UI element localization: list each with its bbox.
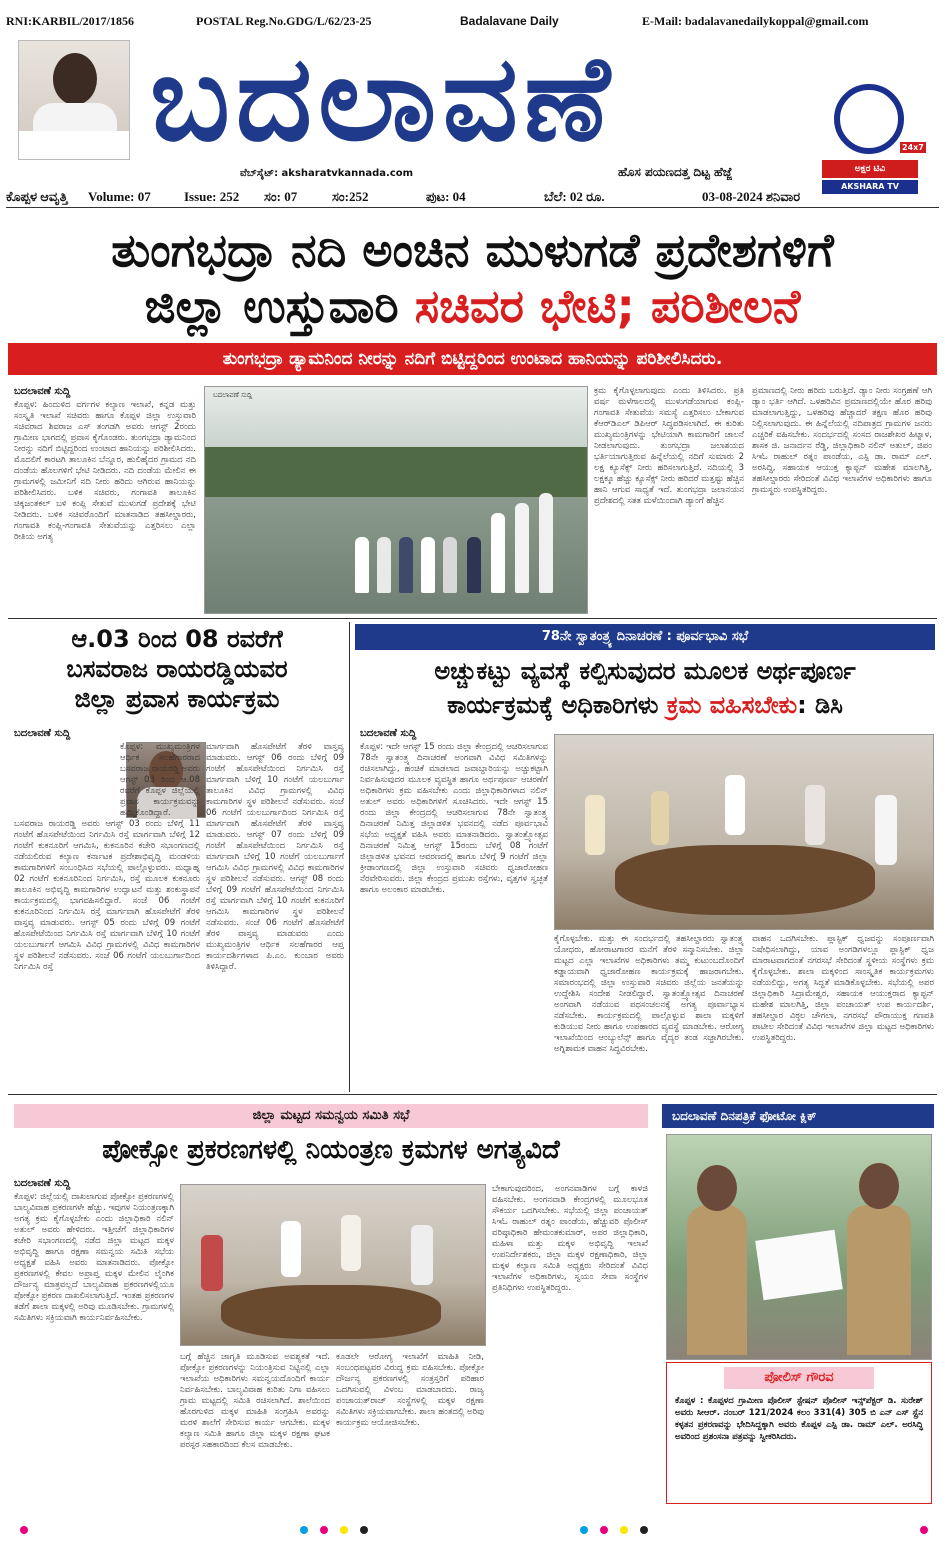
pages: ಪುಟ: 04 (426, 189, 466, 204)
lead-photo-credit: ಬದಲಾವಣೆ ಸುದ್ದಿ (213, 391, 253, 399)
story4-band: ಜಿಲ್ಲಾ ಮಟ್ಟದ ಸಮನ್ವಯ ಸಮಿತಿ ಸಭೆ (14, 1104, 648, 1128)
email: E-Mail: badalavanedailykoppal@gmail.com (642, 14, 869, 28)
story4-headline: ಪೋಕ್ಸೋ ಪ್ರಕರಣಗಳಲ್ಲಿ ನಿಯಂತ್ರಣ ಕ್ರಮಗಳ ಅಗತ್ಯವಿದೆ (102, 1135, 560, 1165)
date: 03-08-2024 ಶನಿವಾರ (702, 189, 801, 204)
story4-col2: ಬಗ್ಗೆ ಹೆಚ್ಚಿನ ಜಾಗೃತಿ ಮೂಡಿಸುವ ಅವಶ್ಯಕತೆ ಇದೆ. ಪೋಕ್ಸೋ ಪ್ರಕರಣಗಳನ್ನು ನಿಯಂತ್ರಿಸುವ ನಿಟ್ಟಿನಲ್ಲಿ ಎಲ್ಲಾ ಇಲಾಖೆಯ ಅಧಿಕಾರಿಗಳು ಸಮನ್ವಯದೊಂದಿಗೆ ಕಾರ್ಯ ನಿರ್ವಹಿಸಬೇಕು. ಬಾಲ್ಯವಿವಾಹ ಕುರಿತು ನಿಗಾ ವಹಿಸಲು ಗ್ರಾಮ ಮಟ್ಟದಲ್ಲಿ ಸಮಿತಿ ರಚಿಸಲಾಗಿದೆ. ಶಾಲೆಯಿಂದ ಹೊರಗುಳಿದ ಮಕ್ಕಳ ಮಾಹಿತಿ ಸಂಗ್ರಹಿಸಿ ಅವರನ್ನು ಮರಳಿ ಶಾಲೆಗೆ ಸೇರಿಸುವ ಕಾರ್ಯ ಆಗಬೇಕು. ಮಕ್ಕಳ ಕಲ್ಯಾಣ ಸಮಿತಿ ಹಾಗೂ ಜಿಲ್ಲಾ ಮಕ್ಕಳ ರಕ್ಷಣಾ ಘಟಕ ಪರಸ್ಪರ ಸಹಕಾರದಿಂದ ಕೆಲಸ ಮಾಡಬೇಕು. (180, 1352, 330, 1450)
daily-name: Badalavane Daily (460, 14, 559, 28)
registration-dots (0, 1524, 945, 1536)
story3-headline: ಅಚ್ಚುಕಟ್ಟು ವ್ಯವಸ್ಥೆ ಕಲ್ಪಿಸುವುದರ ಮೂಲಕ ಅರ್ಥಪೂರ್ಣ ಕಾರ್ಯಕ್ರಮಕ್ಕೆ ಅಧಿಕಾರಿಗಳು ಕ್ರಮ ವಹಿಸಬೇಕು: ಡಿಸಿ (355, 654, 935, 722)
postal-reg: POSTAL Reg.No.GDG/L/62/23-25 (196, 14, 372, 28)
akshara-tv-logo: 24x7 ಅಕ್ಷರ ಟಿವಿ AKSHARA TV KANNADA (808, 64, 933, 204)
story4-col1: ಕೊಪ್ಪಳ: ಜಿಲ್ಲೆಯಲ್ಲಿ ದಾಖಲಾಗುವ ಪೋಕ್ಸೋ ಪ್ರಕರಣಗಳಲ್ಲಿ ಬಾಲ್ಯವಿವಾಹ ಪ್ರಕರಣಗಳೇ ಹೆಚ್ಚು. ಇವುಗಳ ನಿಯಂತ್ರಣಕ್ಕಾಗಿ ಅಗತ್ಯ ಕ್ರಮ ಕೈಗೊಳ್ಳಬೇಕು ಎಂದು ಜಿಲ್ಲಾಧಿಕಾರಿ ನಲಿನ್ ಅತುಲ್ ಅವರು ಹೇಳಿದರು. ಇತ್ತೀಚೆಗೆ ಜಿಲ್ಲಾಧಿಕಾರಿಗಳ ಕಚೇರಿ ಸಭಾಂಗಣದಲ್ಲಿ ನಡೆದ ಜಿಲ್ಲಾ ಮಟ್ಟದ ಮಕ್ಕಳ ಅಭಿವೃದ್ಧಿ ಹಾಗೂ ರಕ್ಷಣಾ ಸಮನ್ವಯ ಸಮಿತಿ ಸಭೆಯ ಅಧ್ಯಕ್ಷತೆ ವಹಿಸಿ ಅವರು ಮಾತನಾಡಿದರು. ಪೋಕ್ಸೋ ಪ್ರಕರಣಗಳಲ್ಲಿ ಕೇವಲ ಅಪ್ರಾಪ್ತ ಮಕ್ಕಳ ಮೇಲಿನ ಲೈಂಗಿಕ ದೌರ್ಜನ್ಯ ಮಾತ್ರವಲ್ಲದೆ ಬಾಲ್ಯವಿವಾಹ ಪ್ರಕರಣಗಳಲ್ಲಿಯೂ ಪೋಕ್ಸೋ ಪ್ರಕರಣ ದಾಖಲಿಸಲಾಗುತ್ತಿದೆ. ಇಂತಹ ಪ್ರಕರಣಗಳ ತಡೆಗೆ ಶಾಲಾ ಮಕ್ಕಳಲ್ಲಿ ಅರಿವು ಮೂಡಿಸಬೇಕು. ಗ್ರಾಮಗಳಲ್ಲಿ ಸಮಿತಿಗಳು ಸಕ್ರಿಯವಾಗಿ ಕಾರ್ಯನಿರ್ವಹಿಸಬೇಕು. (14, 1192, 174, 1323)
website-line: ವೆಬ್‌ಸೈಟ್: aksharatvkannada.com (240, 168, 414, 179)
story3-byline: ಬದಲಾವಣೆ ಸುದ್ದಿ (360, 728, 417, 739)
editor-photo (18, 40, 130, 160)
story4-meeting-photo (180, 1184, 486, 1346)
story2-col2: ಮಾರ್ಗವಾಗಿ ಹೊಸಪೇಟೆಗೆ ತೆರಳಿ ವಾಸ್ತವ್ಯ ಮಾಡುವರು. ಆಗಸ್ಟ್ 06 ರಂದು ಬೆಳಿಗ್ಗೆ 09 ಗಂಟೆಗೆ ಹೊಸಪೇಟೆಯಿಂದ ನಿರ್ಗಮಿಸಿ ರಸ್ತೆ ಮಾರ್ಗವಾಗಿ ಬೆಳಿಗ್ಗೆ 10 ಗಂಟೆಗೆ ಯಲಬುರ್ಗಾ ತಾಲೂಕಿನ ವಿವಿಧ ಗ್ರಾಮಗಳಲ್ಲಿ ವಿವಿಧ ಕಾಮಗಾರಿಗಳ ಸ್ಥಳ ಪರಿಶೀಲನೆ ನಡೆಸುವರು. ಸಂಜೆ 06 ಗಂಟೆಗೆ ಯಲಬುರ್ಗಾದಿಂದ ನಿರ್ಗಮಿಸಿ ರಸ್ತೆ ಮಾರ್ಗವಾಗಿ ಹೊಸಪೇಟೆಗೆ ತೆರಳಿ ವಾಸ್ತವ್ಯ ಮಾಡುವರು. ಆಗಸ್ಟ್ 07 ರಂದು ಬೆಳಿಗ್ಗೆ 09 ಗಂಟೆಗೆ ಹೊಸಪೇಟೆಯಿಂದ ನಿರ್ಗಮಿಸಿ ರಸ್ತೆ ಮಾರ್ಗವಾಗಿ ಬೆಳಿಗ್ಗೆ 10 ಗಂಟೆಗೆ ಯಲಬುರ್ಗಾಗೆ ಆಗಮಿಸಿ ವಿವಿಧ ಗ್ರಾಮಗಳಲ್ಲಿ ವಿವಿಧ ಕಾಮಗಾರಿಗಳ ಸ್ಥಳ ಪರಿಶೀಲನೆ ನಡೆಸುವರು. ಆಗಸ್ಟ್ 08 ರಂದು ಬೆಳಿಗ್ಗೆ 09 ಗಂಟೆಗೆ ಹೊಸಪೇಟೆಯಿಂದ ನಿರ್ಗಮಿಸಿ ರಸ್ತೆ ಮಾರ್ಗವಾಗಿ ಬೆಳಿಗ್ಗೆ 10 ಗಂಟೆಗೆ ಕುಕನೂರಿಗೆ ಆಗಮಿಸಿ ಕಾಮಗಾರಿಗಳ ಸ್ಥಳ ಪರಿಶೀಲನೆ ನಡೆಸುವರು. ಸಂಜೆ 06 ಗಂಟೆಗೆ ಹೊಸಪೇಟೆಗೆ ತೆರಳಿ ವಾಸ್ತವ್ಯ ಮಾಡುವರು ಎಂದು ಮುಖ್ಯಮಂತ್ರಿಗಳ ಆರ್ಥಿಕ ಸಲಹೆಗಾರರ ಆಪ್ತ ಕಾರ್ಯದರ್ಶಿಗಳಾದ ಪಿ.ಎಂ. ಕುಂಬಾರ ಅವರು ತಿಳಿಸಿದ್ದಾರೆ. (206, 742, 344, 972)
story3-col1: ಕೊಪ್ಪಳ: ಇದೇ ಆಗಸ್ಟ್ 15 ರಂದು ಜಿಲ್ಲಾ ಕೇಂದ್ರದಲ್ಲಿ ಆಚರಿಸಲಾಗುವ 78ನೇ ಸ್ವಾತಂತ್ರ್ಯ ದಿನಾಚರಣೆ ಅಂಗವಾಗಿ ವಿವಿಧ ಸಮಿತಿಗಳನ್ನು ರಚಿಸಲಾಗಿದ್ದು, ಹಂಚಿಕೆ ಮಾಡಲಾದ ಜವಾಬ್ದಾರಿಯನ್ನು ಅಚ್ಚುಕಟ್ಟಾಗಿ ನಿರ್ವಹಿಸುವುದರ ಮೂಲಕ ವ್ಯವಸ್ಥಿತ ಹಾಗೂ ಅರ್ಥಪೂರ್ಣ ಆಚರಣೆಗೆ ಅಧಿಕಾರಿಗಳು ಕ್ರಮ ವಹಿಸಬೇಕು ಎಂದು ಜಿಲ್ಲಾಧಿಕಾರಿಗಳಾದ ನಲಿನ್ ಅತುಲ್ ಅವರು ಅಧಿಕಾರಿಗಳಿಗೆ ಸೂಚಿಸಿದರು. ಇದೇ ಆಗಸ್ಟ್ 15 ರಂದು ಜಿಲ್ಲಾ ಕೇಂದ್ರದಲ್ಲಿ ಆಚರಿಸಲಾಗುವ 78ನೇ ಸ್ವಾತಂತ್ರ್ಯ ದಿನಾಚರಣೆ ನಿಮಿತ್ತ ಜಿಲ್ಲಾಡಳಿತ ಭವನದಲ್ಲಿ ನಡೆದ ಪೂರ್ವಭಾವಿ ಸಭೆಯ ಅಧ್ಯಕ್ಷತೆ ವಹಿಸಿ ಅವರು ಮಾತನಾಡಿದರು. ಸ್ವಾತಂತ್ರ್ಯೋತ್ಸವ ದಿನಾಚರಣೆ ನಿಮಿತ್ತ ಆಗಸ್ಟ್ 15ರಂದು ಬೆಳಿಗ್ಗೆ 08 ಗಂಟೆಗೆ ಜಿಲ್ಲಾಡಳಿತ ಭವನದ ಆವರಣದಲ್ಲಿ ಹಾಗೂ ಬೆಳಿಗ್ಗೆ 9 ಗಂಟೆಗೆ ಜಿಲ್ಲಾ ಕ್ರೀಡಾಂಗಣದಲ್ಲಿ ಜಿಲ್ಲಾ ಉಸ್ತುವಾರಿ ಸಚಿವರು ಧ್ವಜಾರೋಹಣ ನೆರವೇರಿಸುವರು. ಜಿಲ್ಲಾ ಕೇಂದ್ರದ ಪ್ರಮುಖ ರಸ್ತೆಗಳು, ವೃತ್ತಗಳ ಸ್ವಚ್ಛತೆ ಹಾಗೂ ಅಲಂಕಾರ ಮಾಡಬೇಕು. (360, 742, 548, 895)
divider (8, 1094, 937, 1095)
story3-band: 78ನೇ ಸ್ವಾತಂತ್ರ್ಯ ದಿನಾಚರಣೆ : ಪೂರ್ವಭಾವಿ ಸಭೆ (355, 624, 935, 650)
story2-title2: ಬಸವರಾಜ ರಾಯರಡ್ಡಿಯವರ (66, 655, 288, 683)
samnum: ಸಂ:252 (332, 189, 369, 204)
newspaper-logo: ಬದಲಾವಣೆ (150, 29, 616, 167)
volume: Volume: 07 (88, 189, 151, 204)
police-photo (666, 1134, 932, 1360)
police-caption-title: ಪೋಲಿಸ್ ಗೌರವ (724, 1367, 874, 1389)
top-info-line (0, 0, 945, 28)
sam: ಸಂ: 07 (264, 189, 298, 204)
photo-click-band: ಬದಲಾವಣೆ ದಿನಪತ್ರಿಕೆ ಫೋಟೋ ಕ್ಲಿಕ್ (662, 1104, 934, 1128)
police-caption-box (666, 1362, 932, 1504)
story4-col3: ಕೂಡಲೇ ಆರೋಗ್ಯ ಇಲಾಖೆಗೆ ಮಾಹಿತಿ ನೀಡಿ, ಸಂಬಂಧಪಟ್ಟವರ ವಿರುದ್ಧ ಕ್ರಮ ವಹಿಸಬೇಕು. ಪೋಕ್ಸೋ ದೌರ್ಜನ್ಯ ಪ್ರಕರಣಗಳಲ್ಲಿ ಸಂತ್ರಸ್ತರಿಗೆ ಪರಿಹಾರ ಒದಗಿಸುವಲ್ಲಿ ವಿಳಂಬ ಮಾಡಬಾರದು. ರಾಜ್ಯ ಪಂಚಾಯತ್‌ರಾಜ್ ಸಂಸ್ಥೆಗಳಲ್ಲಿ ಮಕ್ಕಳ ರಕ್ಷಣಾ ಸಮಿತಿಗಳು ಸಕ್ರಿಯವಾಗಬೇಕು. ಶಾಲಾ ಹಂತದಲ್ಲಿ ಅರಿವು ಕಾರ್ಯಕ್ರಮ ಆಯೋಜಿಸಬೇಕು. (336, 1352, 484, 1428)
issue-number: Issue: 252 (184, 189, 240, 204)
story3-col2: ಕೈಗೊಳ್ಳಬೇಕು. ಮತ್ತು ಈ ಸಂದರ್ಭದಲ್ಲಿ ತಹಸೀಲ್ದಾರರು ಸ್ವಾತಂತ್ರ್ಯ ಯೋಧರು, ಹೋರಾಟಗಾರರ ಮನೆಗೆ ತೆರಳಿ ಸನ್ಮಾನಿಸಬೇಕು. ಜಿಲ್ಲಾ ಮಟ್ಟದ ಎಲ್ಲಾ ಇಲಾಖೆಗಳ ಅಧಿಕಾರಿಗಳು ತಮ್ಮ ಕುಟುಂಬದೊಂದಿಗೆ ಕಡ್ಡಾಯವಾಗಿ ಧ್ವಜಾರೋಹಣ ಕಾರ್ಯಕ್ರಮಕ್ಕೆ ಹಾಜರಾಗಬೇಕು. ಸಮಾರಂಭದಲ್ಲಿ ಜಿಲ್ಲಾ ಉಸ್ತುವಾರಿ ಸಚಿವರು ಜಿಲ್ಲೆಯ ಜನತೆಯನ್ನು ಉದ್ದೇಶಿಸಿ ಸಂದೇಶ ನೀಡಲಿದ್ದಾರೆ. ಸ್ವಾತಂತ್ರ್ಯೋತ್ಸವ ದಿನಾಚರಣೆ ಅಂಗವಾಗಿ ನಡೆಯುವ ಪಥಸಂಚಲನಕ್ಕೆ ಅಗತ್ಯ ಪೂರ್ವಾಭ್ಯಾಸ ನಡೆಸಬೇಕು. ಕಾರ್ಯಕ್ರಮದಲ್ಲಿ ಪಾಲ್ಗೊಳ್ಳುವ ಶಾಲಾ ಮಕ್ಕಳಿಗೆ ಕುಡಿಯುವ ನೀರು ಹಾಗೂ ಉಪಹಾರದ ವ್ಯವಸ್ಥೆ ಮಾಡಬೇಕು. ಆರೋಗ್ಯ ಇಲಾಖೆಯಿಂದ ಆಂಬ್ಯುಲೆನ್ಸ್ ಹಾಗೂ ವೈದ್ಯರ ತಂಡ ಸಜ್ಜಾಗಿರಬೇಕು. ಅಗ್ನಿಶಾಮಕ ವಾಹನ ಸಿದ್ಧವಿರಬೇಕು. (554, 934, 744, 1054)
lead-byline: ಬದಲಾವಣೆ ಸುದ್ದಿ (14, 386, 71, 397)
story2-byline: ಬದಲಾವಣೆ ಸುದ್ದಿ (14, 728, 71, 739)
lead-headline-line2b: ಸಚಿವರ ಭೇಟಿ; ಪರಿಶೀಲನೆ (414, 279, 801, 333)
lead-col3: ಪ್ರಮಾಣದಲ್ಲಿ ನೀರು ಹರಿದು ಬರುತ್ತಿದೆ. ಡ್ಯಾಂ ನೀರು ಸಂಗ್ರಹಣೆ ಆಗಿ ಡ್ಯಾಂ ಭರ್ತಿ ಆಗಿದೆ. ಒಳಹರಿವಿನ ಪ್ರಮಾಣದಲ್ಲಿಯೇ ಹೊರ ಹರಿವು ಮಾಡಲಾಗುತ್ತಿದ್ದು, ಒಳಹರಿವು ಹೆಚ್ಚಾದರೆ ತಕ್ಷಣ ಹೊರ ಹರಿವು ನಿಲ್ಲಿಸಲಾಗುವುದು. ಈ ಹಿನ್ನೆಲೆಯಲ್ಲಿ ನದಿಪಾತ್ರದ ಗ್ರಾಮಗಳ ಜನರು ಎಚ್ಚರಿಕೆ ವಹಿಸಬೇಕು. ಸಂದರ್ಭದಲ್ಲಿ ಸಂಸದ ರಾಜಶೇಖರ ಹಿಟ್ನಾಳ, ಶಾಸಕ ಜಿ. ಜನಾರ್ದನ ರೆಡ್ಡಿ, ಜಿಲ್ಲಾಧಿಕಾರಿ ನಲಿನ್ ಅತುಲ್, ಜಿಪಂ ಸಿಇಓ ರಾಹುಲ್ ರತ್ನಂ ಪಾಂಡೆಯ, ಎಸ್ಪಿ ಡಾ. ರಾಮ್ ಎಲ್. ಅರಸಿದ್ಧಿ, ಸಹಾಯಕ ಆಯುಕ್ತ ಕ್ಯಾಪ್ಟನ್ ಮಹೇಶ ಮಾಲಗಿತ್ತಿ, ತಹಸೀಲ್ದಾರರು ಸೇರಿದಂತೆ ವಿವಿಧ ಇಲಾಖೆಗಳ ಅಧಿಕಾರಿಗಳು ಹಾಗೂ ಗ್ರಾಮಸ್ಥರು ಉಪಸ್ಥಿತರಿದ್ದರು. (752, 386, 932, 495)
story3-meeting-photo (554, 734, 934, 930)
tagline: ಹೊಸ ಪಯಣದತ್ತ ದಿಟ್ಟ ಹೆಜ್ಜೆ (618, 165, 733, 179)
lead-photo-flood (204, 386, 588, 614)
issue-bar (6, 186, 939, 208)
story4-col4: ಬೇಕಾಗುವುದರಿಂದ, ಅಂಗನವಾಡಿಗಳ ಬಗ್ಗೆ ಕಾಳಜಿ ವಹಿಸಬೇಕು. ಅಂಗನವಾಡಿ ಕೇಂದ್ರಗಳಲ್ಲಿ ಮೂಲಭೂತ ಸೌಕರ್ಯ ಒದಗಿಸಬೇಕು. ಸಭೆಯಲ್ಲಿ ಜಿಲ್ಲಾ ಪಂಚಾಯತ್ ಸಿಇಓ ರಾಹುಲ್ ರತ್ನಂ ಪಾಂಡೆಯ, ಹೆಚ್ಚುವರಿ ಪೊಲೀಸ್ ವರಿಷ್ಠಾಧಿಕಾರಿ ಹೇಮಂತಕುಮಾರ್, ಅಪರ ಜಿಲ್ಲಾಧಿಕಾರಿ, ಮಹಿಳಾ ಮತ್ತು ಮಕ್ಕಳ ಅಭಿವೃದ್ಧಿ ಇಲಾಖೆ ಉಪನಿರ್ದೇಶಕರು, ಜಿಲ್ಲಾ ಮಕ್ಕಳ ರಕ್ಷಣಾಧಿಕಾರಿ, ಜಿಲ್ಲಾ ಮಕ್ಕಳ ಕಲ್ಯಾಣ ಸಮಿತಿ ಅಧ್ಯಕ್ಷರು ಸೇರಿದಂತೆ ವಿವಿಧ ಇಲಾಖೆಗಳ ಅಧಿಕಾರಿಗಳು, ಸ್ವಯಂ ಸೇವಾ ಸಂಸ್ಥೆಗಳ ಪ್ರತಿನಿಧಿಗಳು ಉಪಸ್ಥಿತರಿದ್ದರು. (492, 1184, 648, 1293)
story4-byline: ಬದಲಾವಣೆ ಸುದ್ದಿ (14, 1178, 71, 1189)
lead-headline-line2a: ಜಿಲ್ಲಾ ಉಸ್ತುವಾರಿ (144, 279, 415, 333)
lead-col2: ಕ್ರಮ ಕೈಗೊಳ್ಳಲಾಗುವುದು ಎಂದು ತಿಳಿಸಿದರು. ಪ್ರತಿ ವರ್ಷ ಮಳೆಗಾಲದಲ್ಲಿ ಮುಳುಗಡೆಯಾಗುವ ಕಂಪ್ಲಿ-ಗಂಗಾವತಿ ಸೇತುವೆಯ ಸಮಸ್ಯೆ ಎತ್ತರಿಸಲು ಬೇಕಾಗುವ ಕೆಆರ್‌ಡಿಎಲ್ ಡಿಪಿಆರ್ ಸಿದ್ಧಪಡಿಸಲಾಗಿದೆ. ಈ ಕುರಿತು ಮುಖ್ಯಮಂತ್ರಿಗಳನ್ನು ಭೇಟಿಯಾಗಿ ಕಾಮಗಾರಿಗೆ ಚಾಲನೆ ನೀಡಲಾಗುವುದು. ತುಂಗಭದ್ರಾ ಜಲಾಶಯದ ಭರ್ತಿಯಾಗುತ್ತಿರುವ ಹಿನ್ನೆಲೆಯಲ್ಲಿ ನದಿಗೆ ಸುಮಾರು 2 ಲಕ್ಷ ಕ್ಯೂಸೆಕ್ಸ್ ನೀರು ಹರಿಸಲಾಗುತ್ತಿದೆ. ನದಿಯಲ್ಲಿ 3 ಲಕ್ಷಕ್ಕೂ ಹೆಚ್ಚು ಕ್ಯೂಸೆಕ್ಸ್ ನೀರು ಹರಿದರೆ ಮತ್ತಷ್ಟು ಹೆಚ್ಚಿನ ಹಾನಿ ಆಗುವ ಸಾಧ್ಯತೆ ಇದೆ. ತುಂಗಭದ್ರಾ ಜಲಾನಯನ ಪ್ರದೇಶದಲ್ಲಿ ಸತತ ಮಳೆಯಿಂದಾಗಿ ಡ್ಯಾಂಗೆ ಹೆಚ್ಚಿನ (594, 386, 744, 506)
price: ಬೆಲೆ: 02 ರೂ. (544, 189, 605, 204)
lead-headline-line1: ತುಂಗಭದ್ರಾ ನದಿ ಅಂಚಿನ ಮುಳುಗಡೆ ಪ್ರದೇಶಗಳಿಗೆ (111, 223, 834, 277)
rni-number: RNI:KARBIL/2017/1856 (6, 14, 135, 28)
story3-title1: ಅಚ್ಚುಕಟ್ಟು ವ್ಯವಸ್ಥೆ ಕಲ್ಪಿಸುವುದರ ಮೂಲಕ ಅರ್ಥಪೂರ್ಣ (434, 657, 856, 685)
story2-title1: ಆ.03 ರಿಂದ 08 ರವರೆಗೆ (71, 625, 283, 653)
story2-title3: ಜಿಲ್ಲಾ ಪ್ರವಾಸ ಕಾರ್ಯಕ್ರಮ (74, 685, 280, 713)
story2-col1: ಕೊಪ್ಪಳ: ಮುಖ್ಯಮಂತ್ರಿಗಳ ಆರ್ಥಿಕ ಸಲಹೆಗಾರರಾದ ಬಸವರಾಜ ರಾಯರಡ್ಡಿ ಅವರು ಆಗಸ್ಟ್ 03 ರಿಂದ ಆ.08 ರವರೆಗೆ ಕೊಪ್ಪಳ ಜಿಲ್ಲೆಯಲ್ಲಿ ಪ್ರವಾಸ ಕಾರ್ಯಕ್ರಮವನ್ನು ಹಮ್ಮಿಕೊಂಡಿದ್ದಾರೆ. ಬಸವರಾಜ ರಾಯರಡ್ಡಿ ಅವರು ಆಗಸ್ಟ್ 03 ರಂದು ಬೆಳಿಗ್ಗೆ 11 ಗಂಟೆಗೆ ಹೊಸಪೇಟೆಯಿಂದ ನಿರ್ಗಮಿಸಿ ರಸ್ತೆ ಮಾರ್ಗವಾಗಿ ಬೆಳಿಗ್ಗೆ 12 ಗಂಟೆಗೆ ಕುಕನೂರಿಗೆ ಆಗಮಿಸಿ, ಕುಕನೂರಿನ ಕಚೇರಿ ಸಭಾಂಗಣದಲ್ಲಿ ನಡೆಯಲಿರುವ ಕಲ್ಯಾಣ ಕರ್ನಾಟಕ ಪ್ರದೇಶಾಭಿವೃದ್ಧಿ ಮಂಡಳಿಯ ಕಾಮಗಾರಿಗಳಿಗೆ ಸಂಬಂಧಿಸಿದ ಸಭೆಯಲ್ಲಿ ಪಾಲ್ಗೊಳ್ಳುವರು. ಮಧ್ಯಾಹ್ನ 02 ಗಂಟೆಗೆ ಕುಕನೂರಿನಿಂದ ನಿರ್ಗಮಿಸಿ, ರಸ್ತೆ ಮೂಲಕ ಕುಕನೂರು ತಾಲೂಕಿನ ಅಭಿವೃದ್ಧಿ ಕಾಮಗಾರಿಗಳ ಉದ್ಘಾಟನೆ ಮತ್ತು ಶಂಕುಸ್ಥಾಪನೆ ಕಾರ್ಯಕ್ರಮದಲ್ಲಿ ಭಾಗವಹಿಸಲಿದ್ದಾರೆ. ಸಂಜೆ 06 ಗಂಟೆಗೆ ಕುಕನೂರಿನಿಂದ ನಿರ್ಗಮಿಸಿ ರಸ್ತೆ ಮಾರ್ಗವಾಗಿ ಹೊಸಪೇಟೆಗೆ ತೆರಳಿ ವಾಸ್ತವ್ಯ ಮಾಡುವರು. ಆಗಸ್ಟ್ 05 ರಂದು ಬೆಳಿಗ್ಗೆ 09 ಗಂಟೆಗೆ ಹೊಸಪೇಟೆಯಿಂದ ನಿರ್ಗಮಿಸಿ ರಸ್ತೆ ಮಾರ್ಗವಾಗಿ ಬೆಳಿಗ್ಗೆ 10 ಗಂಟೆಗೆ ಯಲಬುರ್ಗಾಗೆ ಆಗಮಿಸಿ ವಿವಿಧ ಗ್ರಾಮಗಳಲ್ಲಿ ವಿವಿಧ ಕಾಮಗಾರಿಗಳ ಸ್ಥಳ ಪರಿಶೀಲನೆ ನಡೆಸುವರು. ಸಂಜೆ 06 ಗಂಟೆಗೆ ಯಲಬುರ್ಗಾದಿಂದ ನಿರ್ಗಮಿಸಿ ರಸ್ತೆ (14, 742, 200, 972)
police-caption-text: ಕೊಪ್ಪಳ : ಕೊಪ್ಪಳದ ಗ್ರಾಮೀಣ ಪೊಲೀಸ್ ಸ್ಟೇಷನ್ ಪೊಲೀಸ್ ಇನ್ಸ್‌ಪೆಕ್ಟರ್ ಡಿ. ಸುರೇಶ್ ಅವರು ಸೀಆರ್. ನಂಬರ್ 121/2024 ಕಲಂ 331(4) 305 ಬಿ ಎನ್ ಎಸ್ ಸ್ಪ್ರೆನ ಕಳ್ಳತನ ಪ್ರಕರಣವನ್ನು ಭೇದಿಸಿದ್ದಕ್ಕಾಗಿ ಅವರು ಕೊಪ್ಪಳ ಎಸ್ಪಿ ಡಾ. ರಾಮ್ ಎಲ್. ಅರಸಿದ್ಧಿ ಅವರಿಂದ ಪ್ರಶಂಸನಾ ಪತ್ರವನ್ನು ಸ್ವೀಕರಿಸಿದರು. (675, 1396, 923, 1442)
column-divider (349, 622, 350, 1092)
lead-col1: ಕೊಪ್ಪಳ: ಹಿಂದುಳಿದ ವರ್ಗಗಳ ಕಲ್ಯಾಣ ಇಲಾಖೆ, ಕನ್ನಡ ಮತ್ತು ಸಂಸ್ಕೃತಿ ಇಲಾಖೆ ಸಚಿವರು ಹಾಗೂ ಕೊಪ್ಪಳ ಜಿಲ್ಲಾ ಉಸ್ತುವಾರಿ ಸಚಿವರಾದ ಶಿವರಾಜ ಎಸ್ ತಂಗಡಗಿ ಅವರು ಆಗಸ್ಟ್ 2ರಂದು ಗ್ರಾಮೀಣ ಭಾಗದಲ್ಲಿ ಪ್ರವಾಸ ಕೈಗೊಂಡರು. ತುಂಗಭದ್ರಾ ಡ್ಯಾಮನಿಂದ ನೀರನ್ನು ನದಿಗೆ ಬಿಟ್ಟಿದ್ದರಿಂದ ಉಂಟಾದ ಹಾನಿಯನ್ನು ಪರಿಶೀಲಿಸಿದರು. ಮೊದಲಿಗೆ ಕಾರಟಗಿ ತಾಲೂಕಿನ ಬೆನ್ನೂರ, ಹುಲಿಹೈದರ ಗ್ರಾಮದ ನದಿ ದಂಡೆಯ ಹೊಲಗಳಿಗೆ ಭೇಟಿ ನೀಡಿದರು. ನದಿ ದಂಡೆಯ ಮೇಲಿನ ಈ ಗ್ರಾಮಗಳಲ್ಲಿ ಜಮೀನಿಗೆ ನದಿ ನೀರು ಹರಿದು ಆಗಿರುವ ಹಾನಿಯನ್ನು ಪರಿಶೀಲಿಸಿದರು. ಬಳಿಕ ಸಚಿವರು, ಗಂಗಾವತಿ ತಾಲೂಕಿನ ಚಿಕ್ಕಜಂತಕಲ್ ಬಳಿ ಕಂಪ್ಲಿ ಸೇತುವೆ ಮುಳುಗಡೆ ಪ್ರದೇಶಕ್ಕೆ ಭೇಟಿ ನೀಡಿದರು. ಬಳಿಕ ಸಚಿವರೊಂದಿಗೆ ಮಾತನಾಡಿದ ತಹಸೀಲ್ದಾರರು, ಗಂಗಾವತಿ ಕಂಪ್ಲಿ-ಗಂಗಾವತಿ ಸೇತುವೆಯನ್ನು ಎತ್ತರಿಸಲು ಎಲ್ಲಾ ರೀತಿಯ ಅಗತ್ಯ (14, 400, 196, 542)
story2-headline (10, 624, 344, 716)
lead-headline (0, 222, 945, 334)
divider (8, 618, 937, 619)
edition: ಕೊಪ್ಪಳ ಆವೃತ್ತಿ (6, 189, 68, 204)
lead-subhead: ತುಂಗಭದ್ರಾ ಡ್ಯಾಮನಿಂದ ನೀರನ್ನು ನದಿಗೆ ಬಿಟ್ಟಿದ್ದರಿಂದ ಉಂಟಾದ ಹಾನಿಯನ್ನು ಪರಿಶೀಲಿಸಿದರು. (8, 343, 937, 375)
story3-col3: ವಾಹನ ಒದಗಿಸಬೇಕು. ಪ್ಲಾಸ್ಟಿಕ್ ಧ್ವಜವನ್ನು ಸಂಪೂರ್ಣವಾಗಿ ನಿಷೇಧಿಸಲಾಗಿದ್ದು, ಯಾವ ಅಂಗಡಿಗಳಲ್ಲೂ ಪ್ಲಾಸ್ಟಿಕ್ ಧ್ವಜ ಮಾರಾಟವಾಗದಂತೆ ನಗರಸಭೆ ಸೇರಿದಂತೆ ಸ್ಥಳೀಯ ಸಂಸ್ಥೆಗಳು ಕ್ರಮ ಕೈಗೊಳ್ಳಬೇಕು. ಶಾಲಾ ಮಕ್ಕಳಿಂದ ಸಾಂಸ್ಕೃತಿಕ ಕಾರ್ಯಕ್ರಮಗಳು ನಡೆಯಲಿದ್ದು, ಅಗತ್ಯ ಸಿದ್ಧತೆ ಮಾಡಿಕೊಳ್ಳಬೇಕು. ಸಭೆಯಲ್ಲಿ ಅಪರ ಜಿಲ್ಲಾಧಿಕಾರಿ ಸಿದ್ರಾಮೇಶ್ವರ, ಸಹಾಯಕ ಆಯುಕ್ತರಾದ ಕ್ಯಾಪ್ಟನ್ ಮಹೇಶ ಮಾಲಗಿತ್ತಿ, ಜಿಲ್ಲಾ ಪಂಚಾಯತ್ ಉಪ ಕಾರ್ಯದರ್ಶಿ, ತಹಸೀಲ್ದಾರ ವಿಠ್ಠಲ ಚೌಗಲಾ, ನಗರಸಭೆ ಪೌರಾಯುಕ್ತ ಗಣಪತಿ ಪಾಟೀಲ ಸೇರಿದಂತೆ ವಿವಿಧ ಇಲಾಖೆಗಳ ಜಿಲ್ಲಾ ಮಟ್ಟದ ಅಧಿಕಾರಿಗಳು ಉಪಸ್ಥಿತರಿದ್ದರು. (752, 934, 934, 1043)
